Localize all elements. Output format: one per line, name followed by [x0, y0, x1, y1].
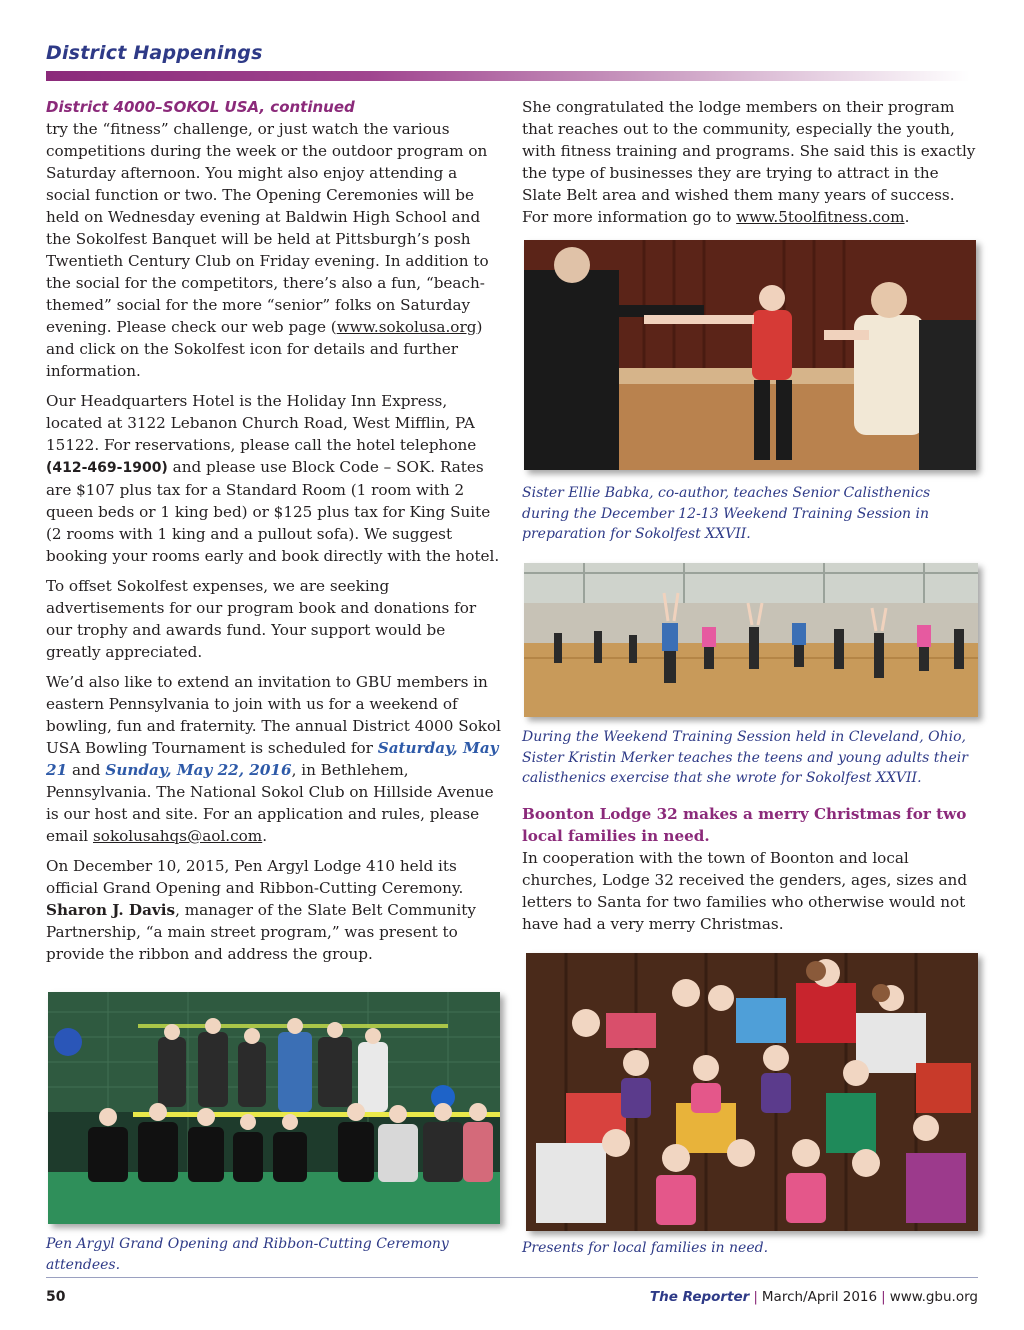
senior-calisthenics-caption: Sister Ellie Babka, co-author, teaches Senior Calisthenics during the December 12-13 Weekend Training Session in preparation for Sokolfest XXVII.: [522, 485, 931, 542]
congratulated-text-end: .: [904, 208, 910, 226]
bowling-date-sunday: Sunday, May 22, 2016: [105, 761, 292, 779]
christmas-presents-caption: Presents for local families in need.: [522, 1240, 769, 1256]
footer-separator-2: |: [881, 1289, 886, 1305]
boonton-section: [522, 803, 972, 935]
footer-publication: [650, 1289, 978, 1305]
boonton-heading: Boonton Lodge 32 makes a merry Christmas for two local families in need.: [522, 805, 967, 845]
teen-calisthenics-photo: [524, 563, 978, 717]
publication-name: The Reporter: [649, 1289, 750, 1305]
bowling-date-saturday: Saturday, May 21: [46, 739, 499, 779]
hotel-paragraph: [46, 390, 502, 567]
pen-argyl-paragraph: [46, 855, 502, 965]
boonton-body: In cooperation with the town of Boonton and local churches, Lodge 32 received the genders, ages, sizes and letters to Santa for two families who otherwise would not have had a very merry Christmas.: [522, 849, 968, 933]
ribbon-cutting-photo: [48, 992, 500, 1224]
sokolfest-text-end: ) and click on the Sokolfest icon for details and further information.: [46, 318, 483, 380]
continued-subhead: District 4000–SOKOL USA, continued: [46, 98, 355, 116]
bowling-paragraph: [46, 671, 502, 847]
pen-argyl-text-end: , manager of the Slate Belt Community Partnership, “a main street program,” was present to provide the ribbon and address the group.: [46, 901, 476, 963]
sokolusa-link[interactable]: www.sokolusa.org: [336, 318, 477, 336]
congratulated-paragraph: [522, 96, 976, 228]
footer-separator: |: [753, 1289, 758, 1305]
pen-argyl-text: On December 10, 2015, Pen Argyl Lodge 410 held its official Grand Opening and Ribbon-Cutting Ceremony.: [46, 857, 464, 897]
bowling-text: We’d also like to extend an invitation to GBU members in eastern Pennsylvania to join with us for a weekend of bowling, fun and fraternity. The annual District 4000 Sokol USA Bowling Tournament is scheduled for: [46, 673, 501, 757]
website-link[interactable]: www.gbu.org: [889, 1289, 978, 1305]
sokolfest-paragraph: [46, 118, 502, 382]
hotel-text-end: and please use Block Code – SOK. Rates are $107 plus tax for a Standard Room (1 room with 2 queen beds or 1 king bed) or $125 plus tax for King Suite (2 rooms with 1 king and a pullout sofa). We suggest booking your rooms early and book directly with the hotel.: [46, 458, 500, 565]
bowling-text-end: .: [262, 827, 268, 845]
email-link[interactable]: sokolusahqs@aol.com: [93, 827, 263, 845]
left-column: [46, 96, 502, 973]
teen-calisthenics-image: [524, 563, 978, 717]
christmas-presents-image: [526, 953, 978, 1231]
sharon-davis-name: Sharon J. Davis: [46, 901, 176, 919]
ribbon-cutting-image: [48, 992, 500, 1224]
sokolfest-text: try the “fitness” challenge, or just watch the various competitions during the week or the outdoor program on Saturday afternoon. You might also enjoy attending a social function or two. The Opening Ceremonies will be held on Wednesday evening at Baldwin High School and the Sokolfest Banquet will be held at Pittsburgh’s posh Twentieth Century Club on Friday evening. In addition to the social for the competitors, there’s also a fun, “beach-themed” social for the more “senior” folks on Saturday evening. Please check our web page (: [46, 120, 489, 336]
expenses-paragraph: To offset Sokolfest expenses, we are seeking advertisements for our program book and donations for our trophy and awards fund. Your support would be greatly appreciated.: [46, 577, 477, 661]
issue-date: March/April 2016: [761, 1289, 878, 1305]
right-column-top: [522, 96, 976, 236]
fitness-link[interactable]: www.5toolfitness.com: [736, 208, 905, 226]
teen-calisthenics-caption: During the Weekend Training Session held in Cleveland, Ohio, Sister Kristin Merker teaches the teens and young adults their calisthenics exercise that she wrote for Sokolfest XXVII.: [522, 729, 968, 786]
senior-calisthenics-photo: [524, 240, 976, 470]
hotel-text: Our Headquarters Hotel is the Holiday Inn Express, located at 3122 Lebanon Church Road, West Mifflin, PA 15122. For reservations, please call the hotel telephone: [46, 392, 477, 454]
senior-calisthenics-image: [524, 240, 976, 470]
bowling-text-mid: , in Bethlehem, Pennsylvania. The National Sokol Club on Hillside Avenue is our host and site. For an application and rules, please email: [46, 761, 494, 845]
christmas-presents-photo: [526, 953, 978, 1231]
title-gradient-bar: [46, 71, 970, 81]
footer-rule: [46, 1277, 978, 1278]
congratulated-text: She congratulated the lodge members on their program that reaches out to the community, especially the youth, with fitness training and programs. She said this is exactly the type of businesses they are trying to attract in the Slate Belt area and wished them many years of success. For more information go to: [522, 98, 976, 226]
ribbon-cutting-caption: Pen Argyl Grand Opening and Ribbon-Cutting Ceremony attendees.: [46, 1236, 449, 1273]
bowling-and: and: [67, 761, 106, 779]
page-number: 50: [46, 1289, 66, 1305]
section-title: District Happenings: [46, 42, 263, 64]
hotel-phone: (412-469-1900): [46, 460, 168, 476]
